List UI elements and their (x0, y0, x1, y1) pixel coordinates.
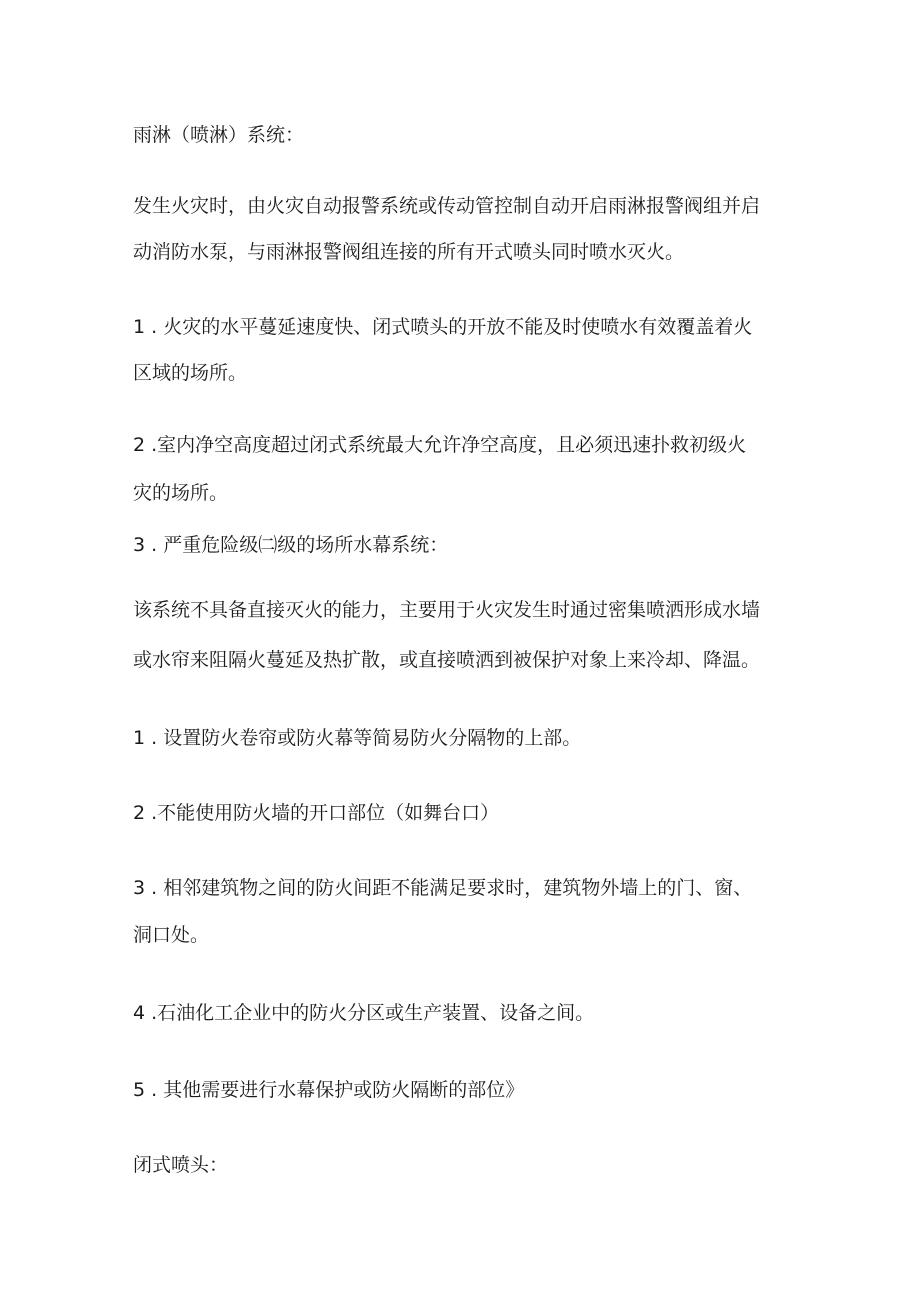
list-item-line: 2 .室内净空高度超过闭式系统最大允许净空高度，且必须迅速扑救初级火 (133, 434, 747, 456)
list-item-line: 4 .石油化工企业中的防火分区或生产装置、设备之间。 (133, 1002, 595, 1024)
heading-closed-sprinkler: 闭式喷头： (133, 1154, 229, 1176)
list-item-line: 1 . 设置防火卷帘或防火幕等简易防火分隔物的上部。 (133, 727, 582, 749)
heading-deluge-system: 雨淋（喷淋）系统： (133, 124, 305, 146)
list-item-line: 灾的场所。 (133, 482, 229, 504)
list-item-line: 1 . 火灾的水平蔓延速度快、闭式喷头的开放不能及时使喷水有效覆盖着火 (133, 316, 753, 338)
list-item-line: 3 . 严重危险级㈡级的场所水幕系统： (133, 534, 449, 556)
paragraph-line: 或水帘来阻隔火蔓延及热扩散，或直接喷洒到被保护对象上来冷却、降温。 (133, 649, 761, 671)
list-item-line: 3 . 相邻建筑物之间的防火间距不能满足要求时，建筑物外墙上的门、窗、 (133, 877, 753, 899)
list-item-line: 洞口处。 (133, 924, 210, 946)
paragraph-line: 发生火灾时，由火灾自动报警系统或传动管控制自动开启雨淋报警阀组并启 (133, 195, 761, 217)
list-item-line: 5 . 其他需要进行水幕保护或防火隔断的部位》 (133, 1079, 525, 1101)
list-item-line: 区域的场所。 (133, 362, 248, 384)
paragraph-line: 该系统不具备直接灭火的能力，主要用于火灾发生时通过密集喷洒形成水墙 (133, 599, 761, 621)
list-item-line: 2 .不能使用防火墙的开口部位（如舞台口） (133, 802, 500, 824)
paragraph-line: 动消防水泵，与雨淋报警阀组连接的所有开式喷头同时喷水灭火。 (133, 241, 685, 263)
